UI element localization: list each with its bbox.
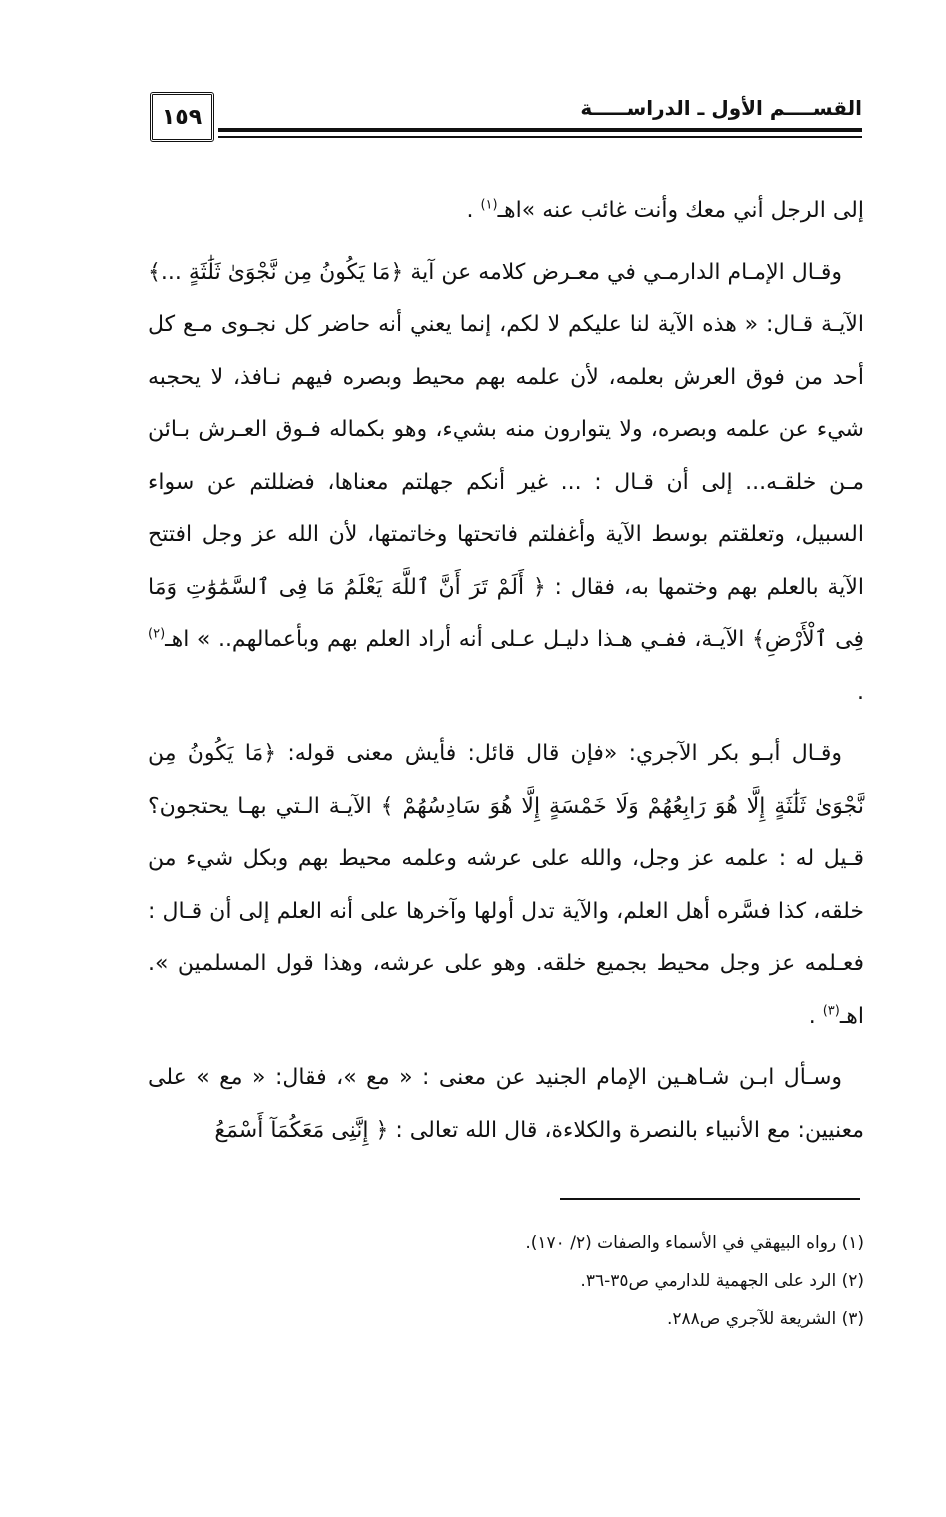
header-rule-thick xyxy=(218,128,862,132)
paragraph-4 xyxy=(148,1052,864,1157)
paragraph-3 xyxy=(148,728,864,1043)
paragraph-text: إلى الرجل أني معك وأنت غائب عنه »اهـ xyxy=(497,198,864,223)
header-rule-thin xyxy=(218,136,862,138)
footnote-2: (٢) الرد على الجهمية للدارمي ص٣٥-٣٦. xyxy=(580,1271,864,1291)
footnote-ref[interactable]: (٣) xyxy=(822,1003,840,1019)
paragraph-1 xyxy=(148,185,864,238)
paragraph-tail: . xyxy=(857,679,864,705)
body-text xyxy=(148,185,864,1166)
running-head: القســــم الأول ـ الدراســـــة xyxy=(580,96,862,120)
footnotes xyxy=(148,1224,864,1338)
paragraph-text: وقـال أبـو بكر الآجري: «فإن قال قائل: فأيش معنى قوله: ﴿مَا يَكُونُ مِن نَّجْوَىٰ ثَلَٰثَةٍ إِلَّا هُوَ رَابِعُهُمْ وَلَا خَمْسَةٍ إِلَّا هُوَ سَادِسُهُمْ ﴾ الآيـة الـتي بهـا يحتجون؟ قـيل له : علمه عز وجل، والله على عرشه وعلمه محيط بهم وبكل شيء من خلقه، كذا فسَّره أهل العلم، والآية تدل أولها وآخرها على أنه العلم إلى أن قـال : فعـلمه عز وجل محيط بجميع خلقه. وهو على عرشه، وهذا قول المسلمين ». اهـ xyxy=(148,741,864,1029)
footnote-ref[interactable]: (١) xyxy=(480,197,498,213)
footnote-separator xyxy=(560,1198,860,1200)
footnote-ref[interactable]: (٢) xyxy=(148,626,166,642)
paragraph-text: وقـال الإمـام الدارمـي في معـرض كلامه عن آية ﴿مَا يَكُونُ مِن نَّجْوَىٰ ثَلَٰثَةٍ ...﴾ الآيـة قـال: « هذه الآية لنا عليكم لا لكم، إنما يعني أنه حاضر كل نجـوى مـع كل أحد من فوق العرش بعلمه، لأن علمه بهم محيط وبصره فيهم نـافذ، لا يحجبه شيء عن علمه وبصره، ولا يتوارون منه بشيء، وهو بكماله فـوق العـرش بـائن مـن خلقـه... إلى أن قـال : ... غير أنكم جهلتم معناها، فضللتم عن سواء السبيل، وتعلقتم بوسط الآية وأغفلتم فاتحتها وخاتمتها، لأن الله عز وجل افتتح الآية بالعلم بهم وختمها به، فقال : ﴿ أَلَمْ تَرَ أَنَّ ٱللَّهَ يَعْلَمُ مَا فِى ٱلسَّمَٰوَٰتِ وَمَا فِى ٱلْأَرْضِ﴾ الآيـة، ففـي هـذا دليـل عـلى أنه أراد العلم بهم وبأعمالهم.. » اهـ xyxy=(148,259,864,652)
footnote-1: (١) رواه البيهقي في الأسماء والصفات (٢/ ١٧٠). xyxy=(525,1233,864,1253)
page-number: ١٥٩ xyxy=(150,92,214,142)
paragraph-tail: . xyxy=(808,1003,823,1029)
paragraph-2 xyxy=(148,247,864,720)
page-header xyxy=(150,92,862,156)
footnote-3: (٣) الشريعة للآجري ص٢٨٨. xyxy=(666,1309,864,1329)
paragraph-text: وسـأل ابـن شـاهـين الإمام الجنيد عن معنى : « مع »، فقال: « مع » على معنيين: مع الأنبياء بالنصرة والكلاءة، قال الله تعالى : ﴿ إِنَّنِى مَعَكُمَآ أَسْمَعُ xyxy=(148,1065,864,1143)
paragraph-tail: . xyxy=(466,198,481,223)
